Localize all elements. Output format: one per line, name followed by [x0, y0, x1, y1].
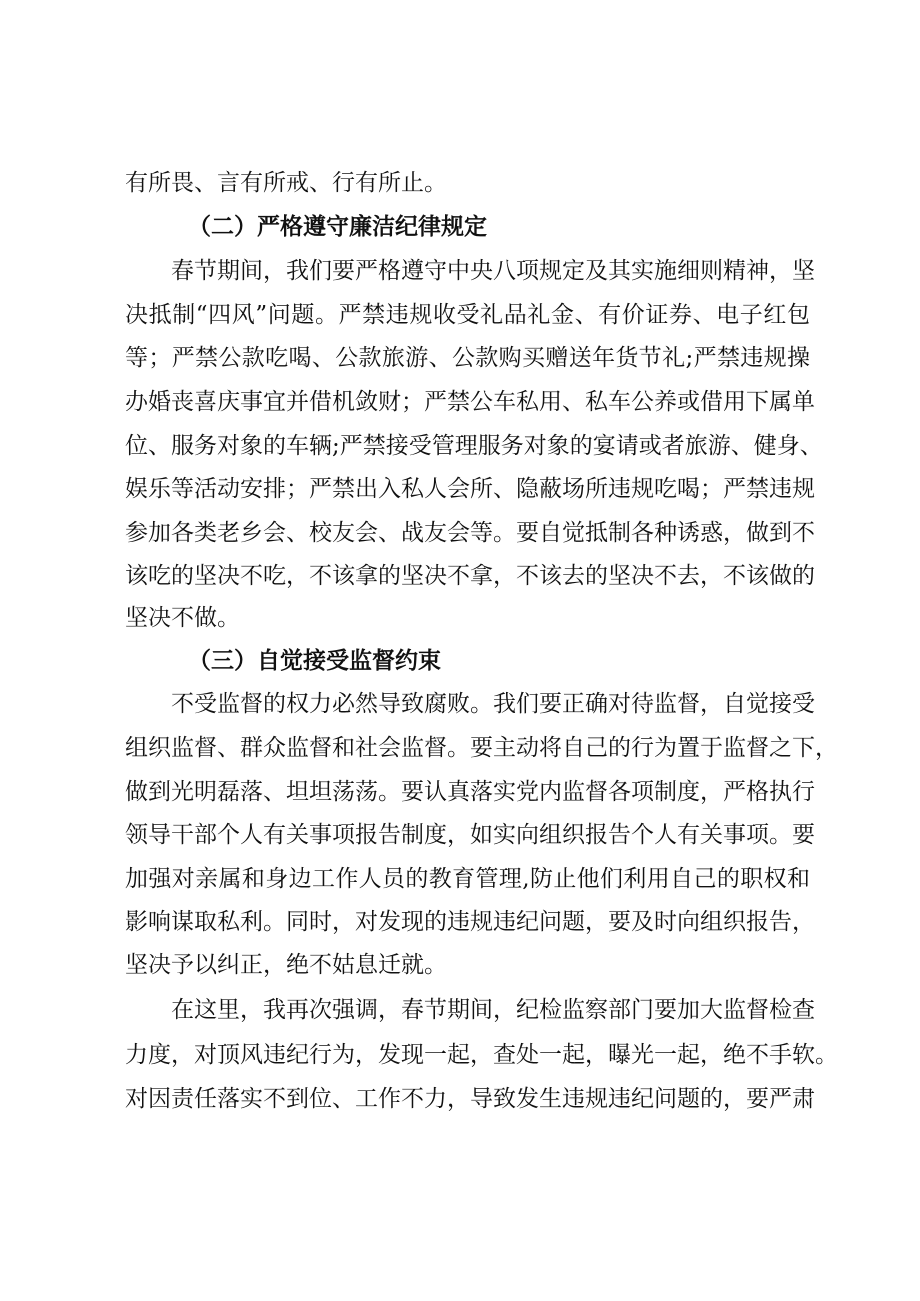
paragraph-line: 有所畏、言有所戒、行有所止。 [125, 170, 447, 196]
paragraph-line: 力度，对顶风违纪行为，发现一起，查处一起，曝光一起，绝不手软。 [125, 1042, 838, 1068]
paragraph-line: 等；严禁公款吃喝、公款旅游、公款购买赠送年货节礼;严禁违规操 [125, 345, 810, 371]
paragraph-line: 在这里，我再次强调，春节期间，纪检监察部门要加大监督检查 [171, 997, 815, 1023]
paragraph-line: 春节期间，我们要严格遵守中央八项规定及其实施细则精神，坚 [171, 258, 815, 284]
paragraph-line: 决抵制“四风”问题。严禁违规收受礼品礼金、有价证券、电子红包 [125, 302, 810, 328]
paragraph-line: 办婚丧喜庆事宜并借机敛财；严禁公车私用、私车公养或借用下属单 [125, 389, 815, 415]
paragraph-line: 加强对亲属和身边工作人员的教育管理,防止他们利用自己的职权和 [125, 866, 810, 892]
paragraph-line: 不受监督的权力必然导致腐败。我们要正确对待监督，自觉接受 [171, 691, 815, 717]
paragraph-line: 组织监督、群众监督和社会监督。要主动将自己的行为置于监督之下， [125, 735, 838, 761]
paragraph-line: 做到光明磊落、坦坦荡荡。要认真落实党内监督各项制度，严格执行 [125, 779, 815, 805]
paragraph-line: 坚决不做。 [125, 605, 240, 631]
paragraph-line: 娱乐等活动安排；严禁出入私人会所、隐蔽场所违规吃喝；严禁违规 [125, 476, 815, 502]
paragraph-line: 领导干部个人有关事项报告制度，如实向组织报告个人有关事项。要 [125, 822, 815, 848]
section-heading-2: （二）严格遵守廉洁纪律规定 [188, 214, 487, 240]
paragraph-line: 位、服务对象的车辆;严禁接受管理服务对象的宴请或者旅游、健身、 [125, 433, 823, 459]
section-heading-3: （三）自觉接受监督约束 [188, 648, 441, 674]
paragraph-line: 该吃的坚决不吃，不该拿的坚决不拿，不该去的坚决不去，不该做的 [125, 563, 815, 589]
paragraph-line: 坚决予以纠正，绝不姑息迁就。 [125, 952, 447, 978]
paragraph-line: 参加各类老乡会、校友会、战友会等。要自觉抵制各种诱惑，做到不 [125, 520, 815, 546]
paragraph-line: 影响谋取私利。同时，对发现的违规违纪问题，要及时向组织报告， [125, 909, 815, 935]
paragraph-line: 对因责任落实不到位、工作不力，导致发生违规违纪问题的，要严肃 [125, 1086, 815, 1112]
